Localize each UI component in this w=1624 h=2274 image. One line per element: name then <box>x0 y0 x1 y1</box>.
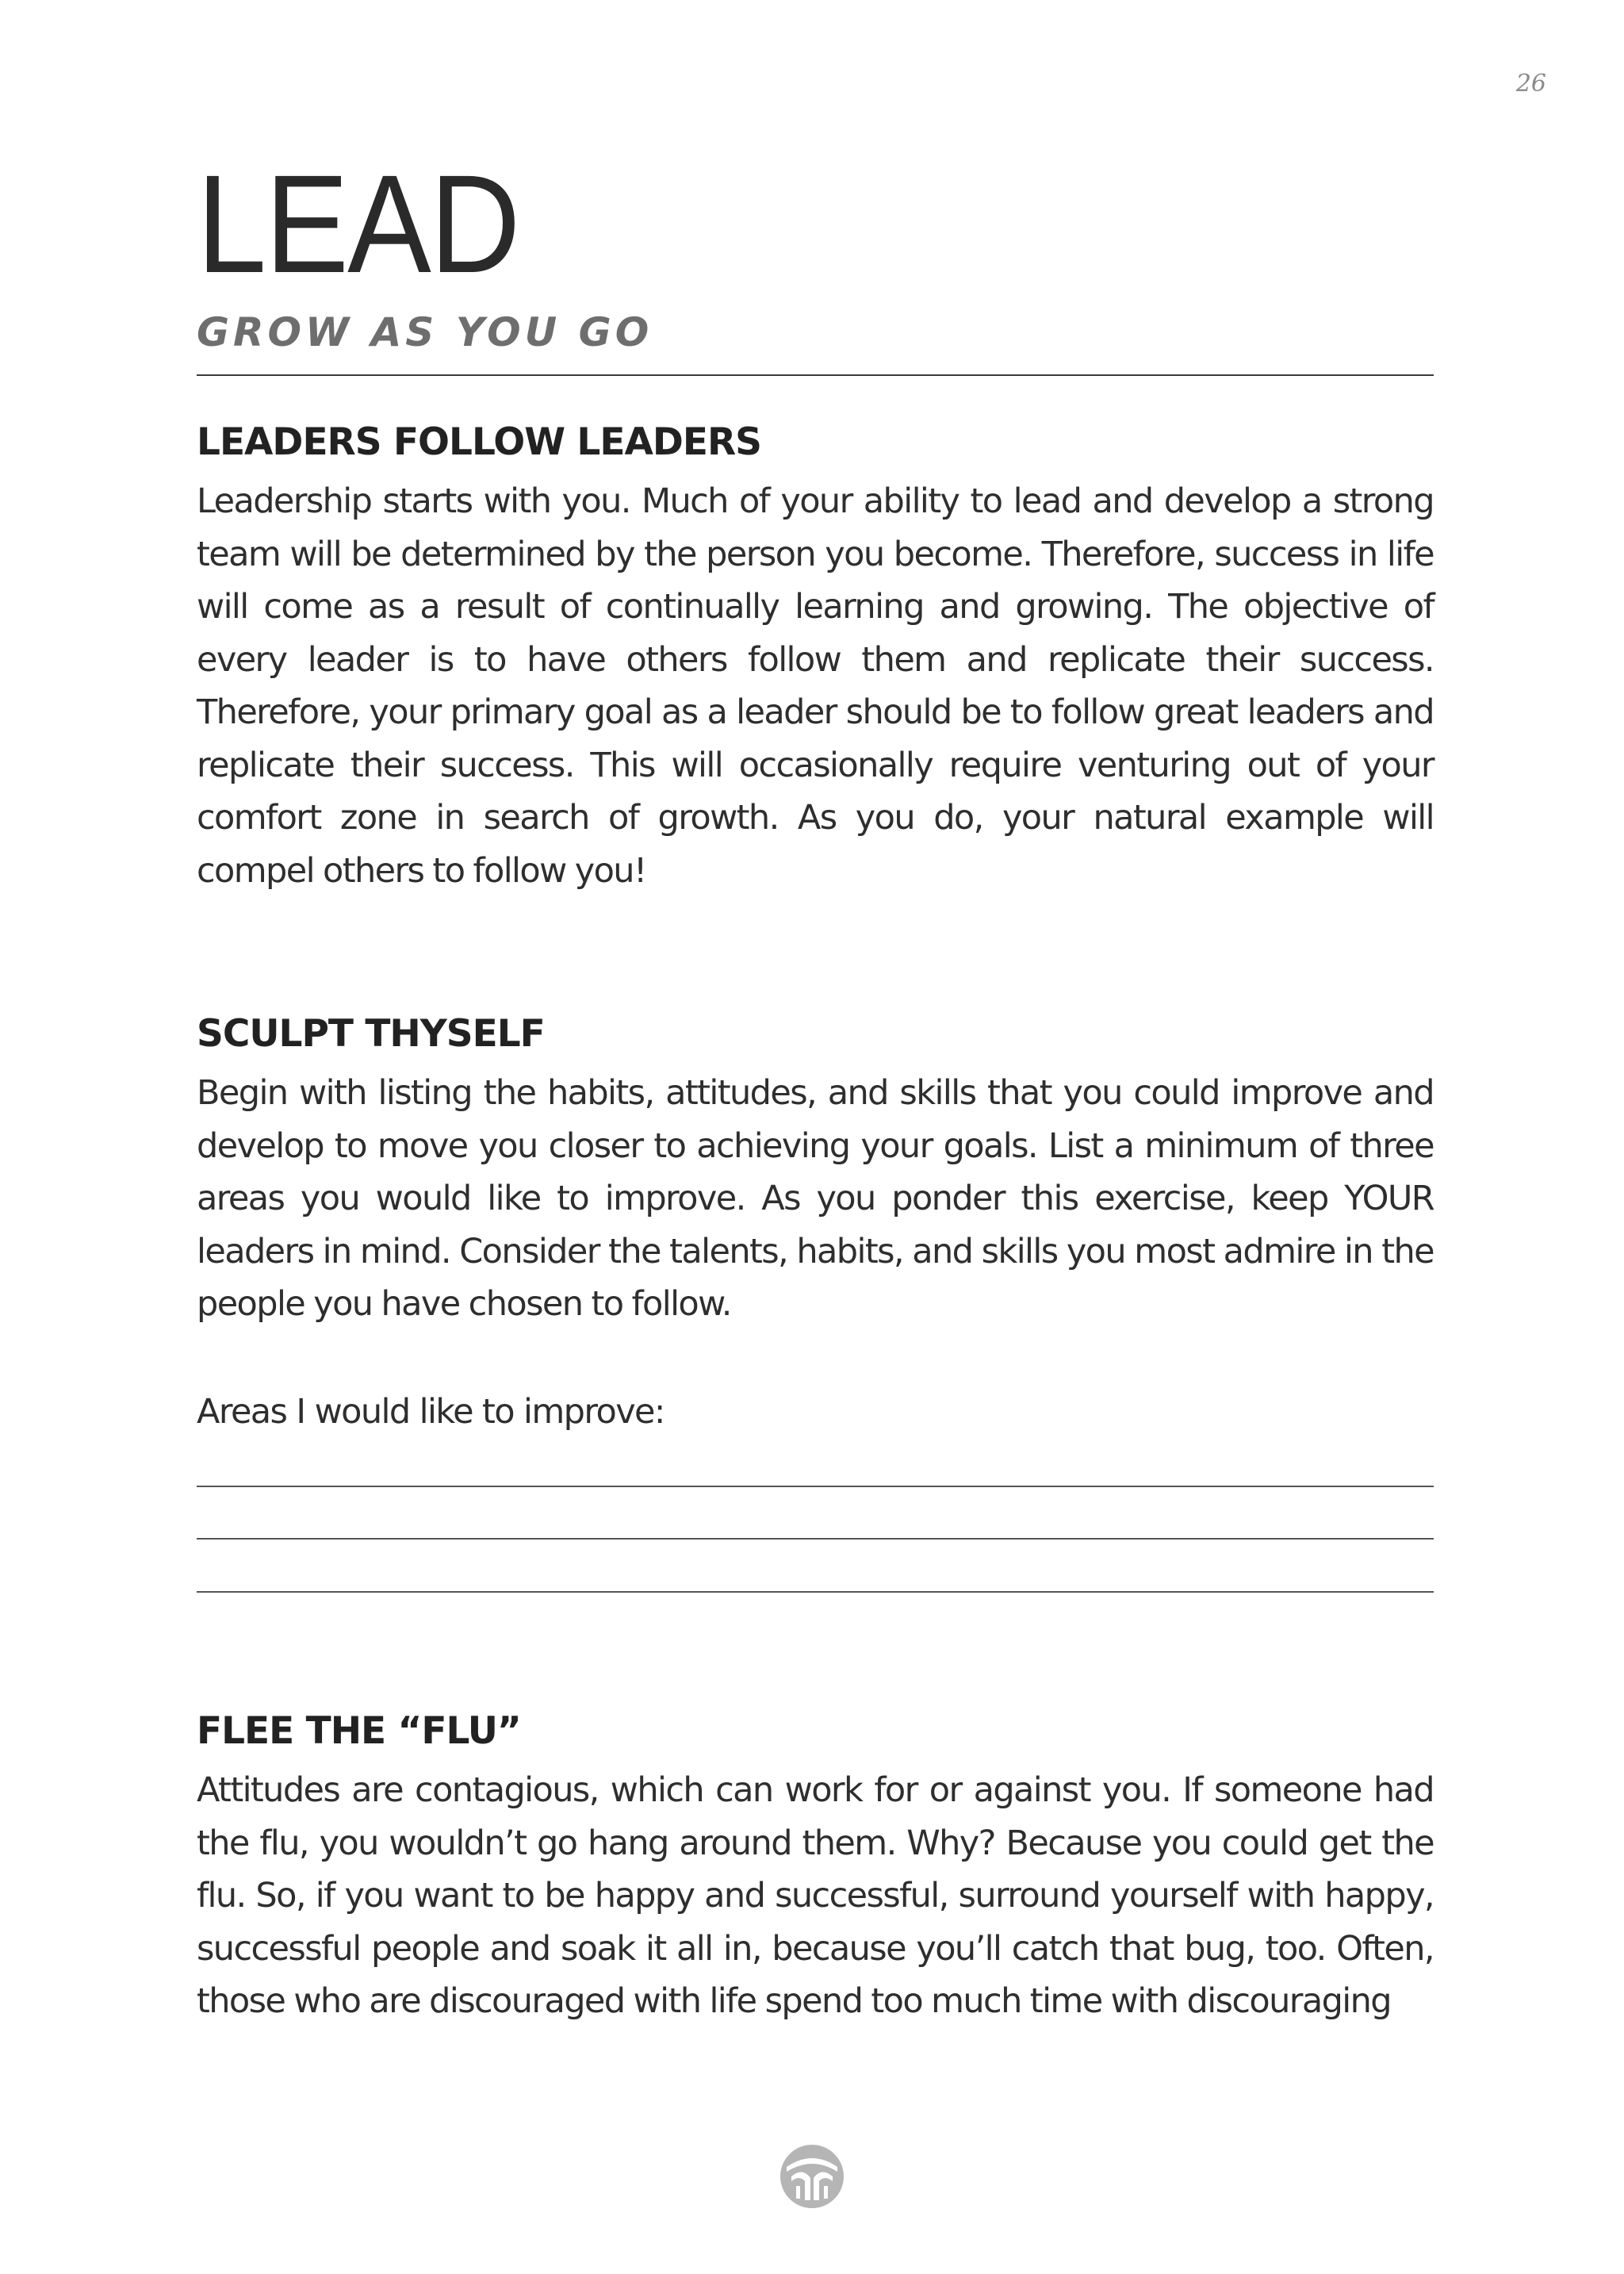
answer-line-2[interactable] <box>197 1538 1434 1540</box>
section-sculpt-thyself <box>197 1012 1434 1331</box>
page-title: LEAD <box>197 147 519 302</box>
section-leaders-follow-leaders <box>197 420 1434 897</box>
answer-line-1[interactable] <box>197 1486 1434 1487</box>
page-subtitle: GROW AS YOU GO <box>197 309 653 355</box>
section-body: Attitudes are contagious, which can work for or against you. If someone had the flu, you wouldn’t go hang around them. Why? Because you could get the flu. So, if you want to be happy and successful, surround yourself with happy, successful people and soak it all in, because you’ll catch that bug, too. Often, those who are discouraged with life spend too much time with discouraging <box>197 1770 1434 2021</box>
section-body: Leadership starts with you. Much of your ability to lead and develop a strong team will be determined by the person you become. Therefore, success in life will come as a result of continually learning and growing. The objective of every leader is to have others follow them and replicate their success. Therefore, your primary goal as a leader should be to follow great leaders and replicate their success. This will occasionally require venturing out of your comfort zone in search of growth. As you do, your natural example will compel others to follow you! <box>197 481 1434 891</box>
section-body: Begin with listing the habits, attitudes, and skills that you could improve and develop to move you closer to achieving your goals. List a minimum of three areas you would like to improve. As you ponder this exercise, keep YOUR leaders in mind. Consider the talents, habits, and skills you most admire in the people you have chosen to follow. <box>197 1073 1434 1324</box>
section-heading: SCULPT THYSELF <box>197 1012 545 1056</box>
title-divider <box>197 374 1434 376</box>
section-heading: LEADERS FOLLOW LEADERS <box>197 420 761 464</box>
section-flee-the-flu <box>197 1709 1434 2028</box>
fountain-logo-icon <box>779 2143 845 2210</box>
exercise-prompt: Areas I would like to improve: <box>197 1392 665 1432</box>
section-heading: FLEE THE “FLU” <box>197 1709 521 1753</box>
page-number: 26 <box>1515 70 1546 98</box>
answer-line-3[interactable] <box>197 1591 1434 1593</box>
